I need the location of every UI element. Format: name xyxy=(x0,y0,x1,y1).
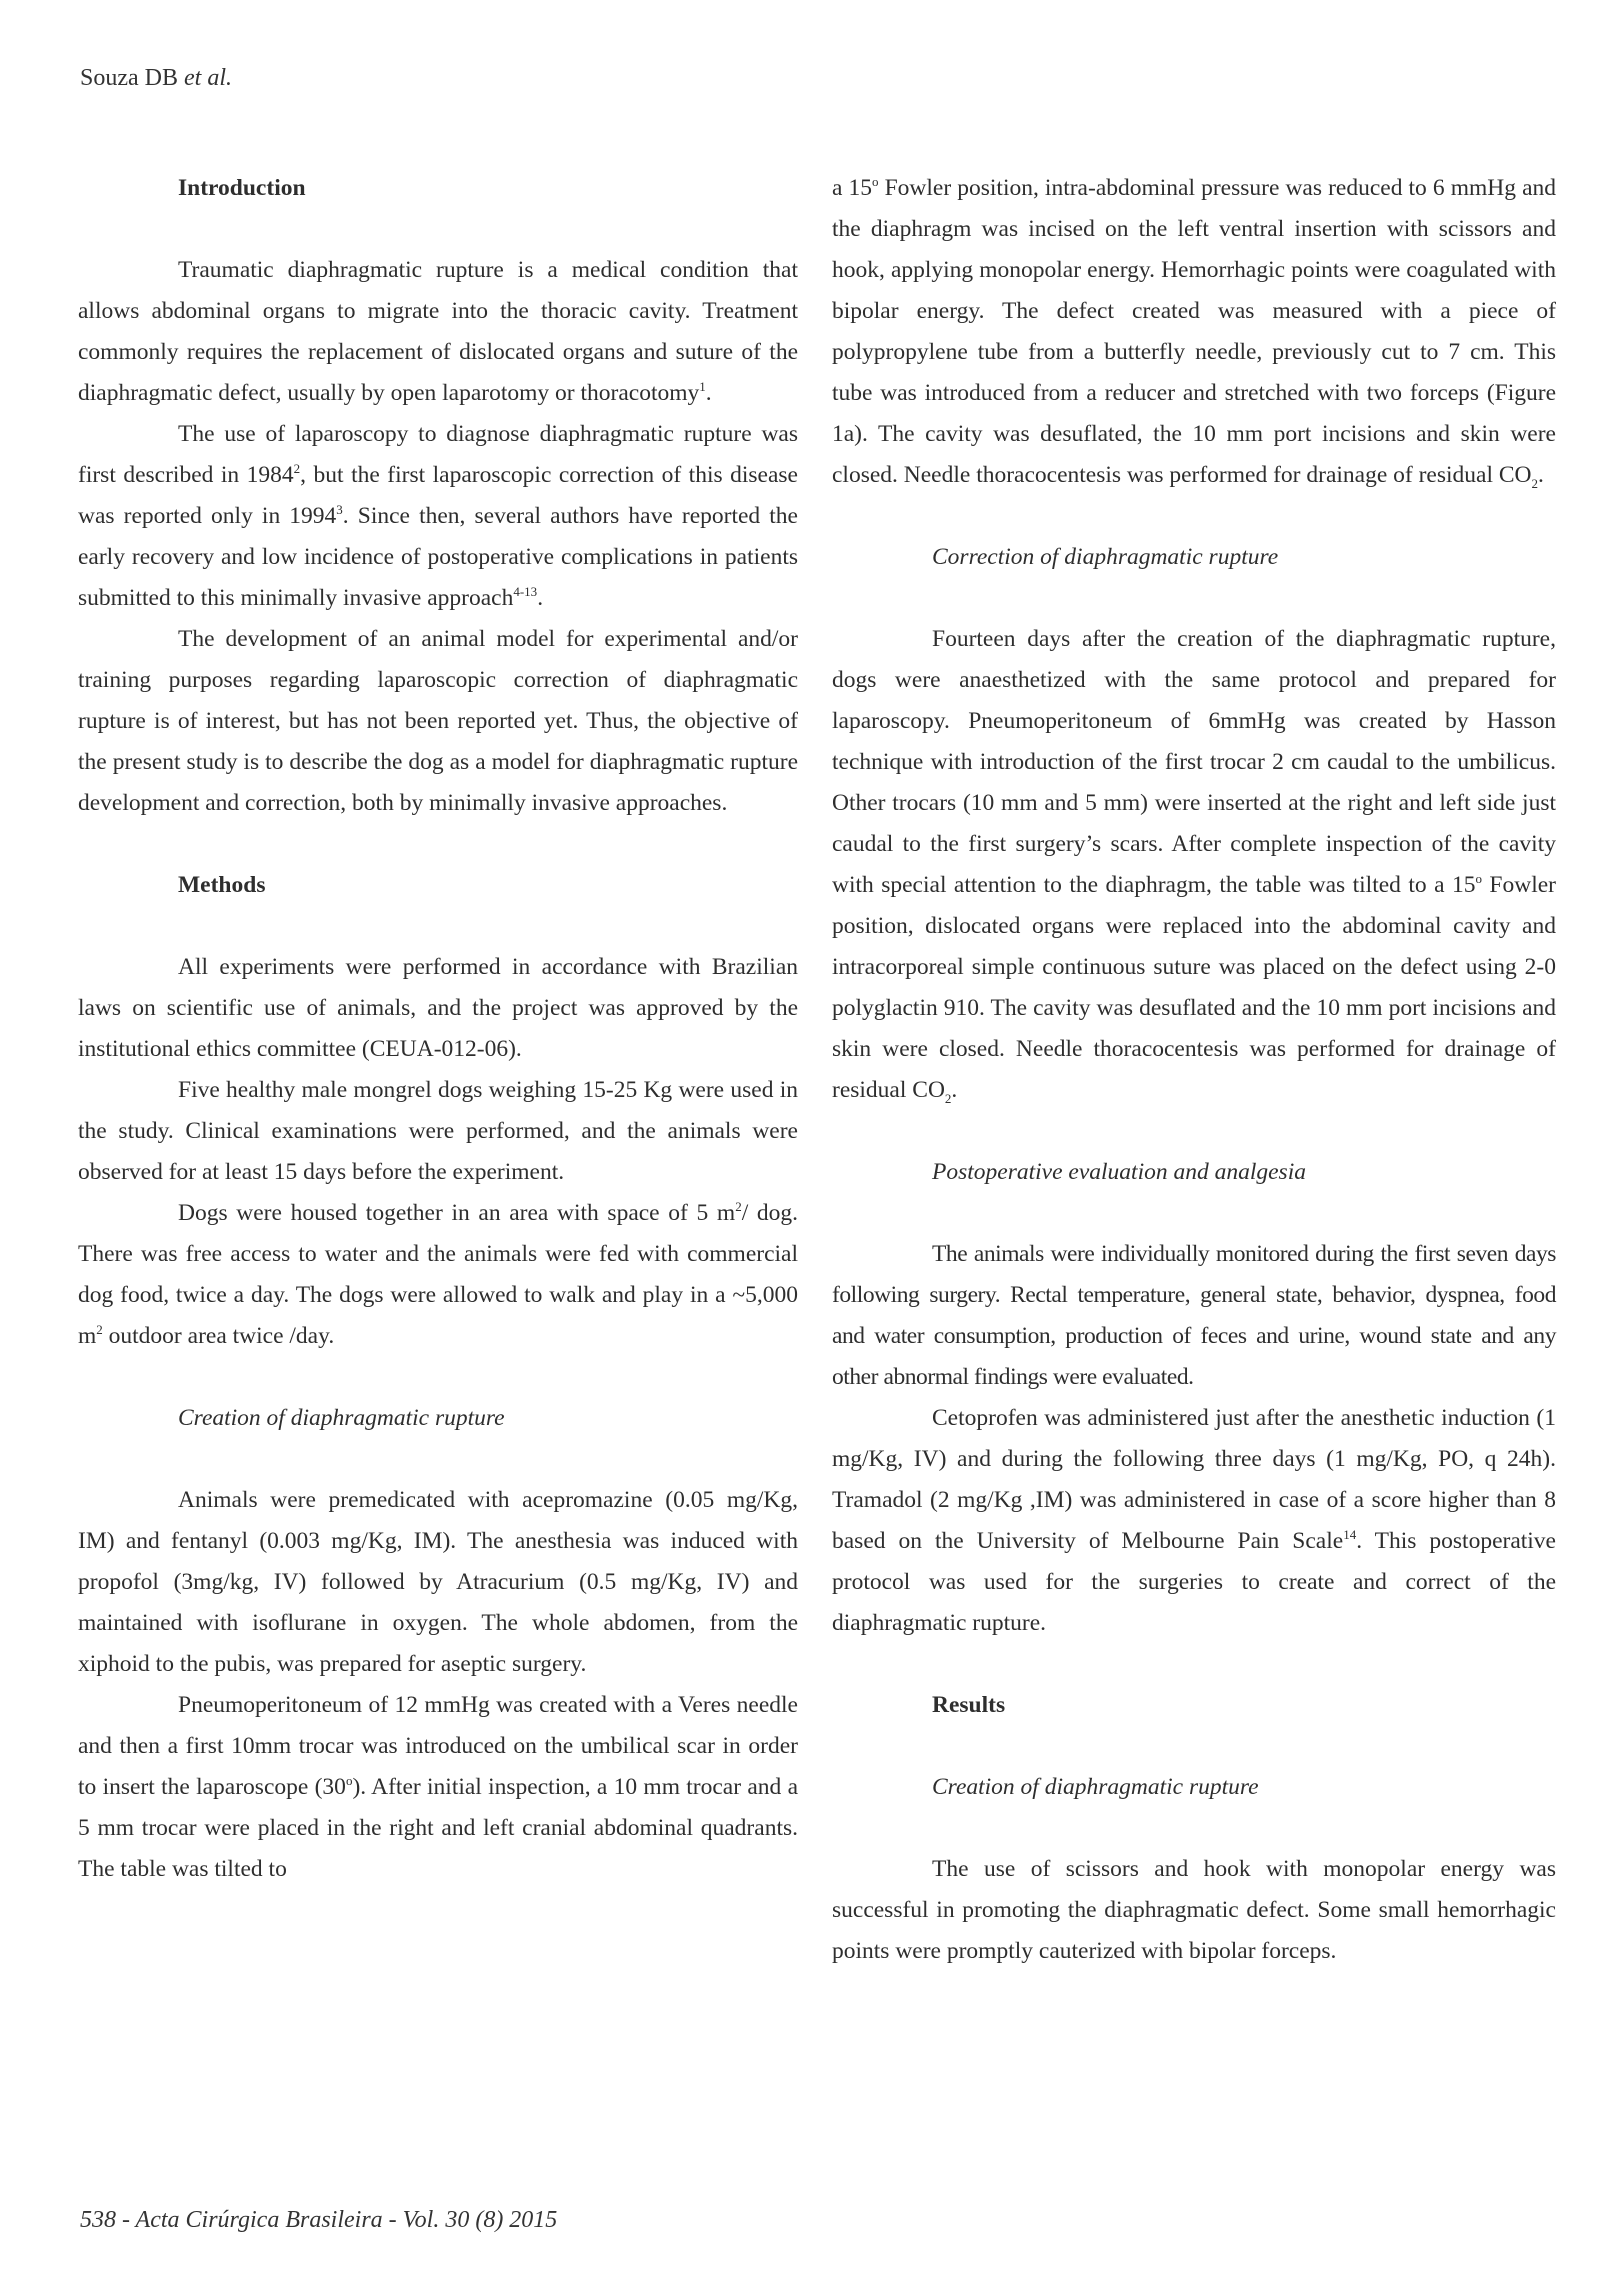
citation-ref: 4-13 xyxy=(513,584,538,599)
superscript: o xyxy=(872,174,879,189)
postop-paragraph-2-text-a: Cetoprofen was administered just after the anesthetic induction (1 mg/Kg, IV) and during the following three days (1 mg/Kg, PO, q 24h). Tramadol (2 mg/Kg ,IM) was administered in case of a score higher than 8 based on the University of Melbourne Pain Scale xyxy=(832,1405,1556,1554)
intro-paragraph-3: The development of an animal model for experimental and/or training purposes regarding laparoscopic correction of diaphragmatic rupture is of interest, but has not been reported yet. Thus, the objective of the present study is to describe the dog as a model for diaphragmatic rupture development and correction, both by minimally invasive approaches. xyxy=(78,626,798,816)
results-subheading: Creation of diaphragmatic rupture xyxy=(932,1774,1259,1800)
intro-paragraph-2 xyxy=(78,414,798,619)
methods-paragraph-2: Five healthy male mongrel dogs weighing 15-25 Kg were used in the study. Clinical examinations were performed, and the animals were observed for at least 15 days before the experiment. xyxy=(78,1077,798,1185)
intro-paragraph-1 xyxy=(78,250,798,414)
citation-ref: 2 xyxy=(293,461,301,476)
intro-paragraph-2-text-b: , but the first laparoscopic correction of this disease was reported only in 1994 xyxy=(78,462,798,529)
superscript: 2 xyxy=(735,1199,742,1214)
methods-paragraph-3-text-c: outdoor area twice /day. xyxy=(102,1323,335,1349)
punctuation: . xyxy=(951,1077,958,1103)
punctuation: . xyxy=(1538,462,1544,488)
intro-paragraph-2-text-c: . Since then, several authors have reported the early recovery and low incidence of postoperative complications in patients submitted to this minimally invasive approach xyxy=(78,503,798,611)
methods-paragraph-1: All experiments were performed in accordance with Brazilian laws on scientific use of animals, and the project was approved by the institutional ethics committee (CEUA-012-06). xyxy=(78,954,798,1062)
correction-subheading: Correction of diaphragmatic rupture xyxy=(932,544,1279,570)
citation-ref: 1 xyxy=(699,379,706,394)
methods-paragraph-3 xyxy=(78,1193,798,1357)
methods-paragraph-3-text-a: Dogs were housed together in an area with space of 5 m xyxy=(178,1200,736,1226)
citation-ref: 3 xyxy=(336,502,343,517)
creation-paragraph-1: Animals were premedicated with acepromazine (0.05 mg/Kg, IM) and fentanyl (0.003 mg/Kg, IM). The anesthesia was induced with propofol (3mg/kg, IV) followed by Atracurium (0.5 mg/Kg, IV) and maintained with isoflurane in oxygen. The whole abdomen, from the xiphoid to the pubis, was prepared for aseptic surgery. xyxy=(78,1487,798,1677)
superscript: 2 xyxy=(96,1322,103,1337)
citation-ref: 14 xyxy=(1343,1527,1357,1542)
right-column xyxy=(832,168,1556,1972)
punctuation: . xyxy=(537,585,544,611)
running-head-author: Souza DB xyxy=(80,65,178,91)
superscript: o xyxy=(1475,871,1482,886)
postop-paragraph-2 xyxy=(832,1398,1556,1644)
postop-paragraph-1: The animals were individually monitored during the first seven days following surgery. Rectal temperature, general state, behavior, dyspnea, food and water consumption, production of feces and urine, wound state and any other abnormal findings were evaluated. xyxy=(832,1241,1556,1390)
page-footer: 538 - Acta Cirúrgica Brasileira - Vol. 30 (8) 2015 xyxy=(80,2207,558,2233)
subscript: 2 xyxy=(944,1091,952,1106)
superscript: o xyxy=(345,1773,353,1788)
running-head-etal: et al. xyxy=(184,65,232,91)
continued-paragraph-text-b: Fowler position, intra-abdominal pressure was reduced to 6 mmHg and the diaphragm was incised on the left ventral insertion with scissors and hook, applying monopolar energy. Hemorrhagic points were coagulated with bipolar energy. The defect created was measured with a piece of polypropylene tube from a butterfly needle, previously cut to 7 cm. This tube was introduced from a reducer and stretched with two forceps (Figure 1a). The cavity was desuflated, the 10 mm port incisions and skin were closed. Needle thoracocentesis was performed for drainage of residual CO xyxy=(832,175,1556,488)
methods-heading: Methods xyxy=(178,872,266,898)
methods-paragraph-3-text-b: / dog. There was free access to water and the animals were fed with commercial dog food, twice a day. The dogs were allowed to walk and play in a ~5,000 m xyxy=(78,1200,798,1349)
creation-paragraph-2-text-a: Pneumoperitoneum of 12 mmHg was created with a Veres needle and then a first 10mm trocar was introduced on the umbilical scar in order to insert the laparoscope (30 xyxy=(78,1692,798,1800)
correction-paragraph-1-text-a: Fourteen days after the creation of the diaphragmatic rupture, dogs were anaesthetized with the same protocol and prepared for laparoscopy. Pneumoperitoneum of 6mmHg was created by Hasson technique with introduction of the first trocar 2 cm caudal to the umbilicus. Other trocars (10 mm and 5 mm) were inserted at the right and left side just caudal to the first surgery’s scars. After complete inspection of the cavity with special attention to the diaphragm, the table was tilted to a 15 xyxy=(832,626,1556,898)
results-heading: Results xyxy=(932,1692,1006,1718)
correction-paragraph-1 xyxy=(832,619,1556,1111)
postop-subheading: Postoperative evaluation and analgesia xyxy=(932,1159,1306,1185)
continued-paragraph-text-a: a 15 xyxy=(832,175,873,201)
continued-paragraph xyxy=(832,168,1556,496)
intro-paragraph-1-text: Traumatic diaphragmatic rupture is a medical condition that allows abdominal organs to migrate into the thoracic cavity. Treatment commonly requires the replacement of dislocated organs and suture of the diaphragmatic defect, usually by open laparotomy or thoracotomy xyxy=(78,257,798,406)
postop-paragraph-2-text-b: . This postoperative protocol was used for the surgeries to create and correct of the diaphragmatic rupture. xyxy=(832,1528,1556,1636)
creation-paragraph-2 xyxy=(78,1685,798,1890)
punctuation: . xyxy=(705,380,712,406)
intro-paragraph-2-text-a: The use of laparoscopy to diagnose diaphragmatic rupture was first described in 1984 xyxy=(78,421,798,488)
creation-paragraph-2-text-b: ). After initial inspection, a 10 mm trocar and a 5 mm trocar were placed in the right and left cranial abdominal quadrants. The table was tilted to xyxy=(78,1774,799,1882)
creation-subheading: Creation of diaphragmatic rupture xyxy=(178,1405,505,1431)
running-head xyxy=(80,62,232,94)
results-paragraph-1: The use of scissors and hook with monopolar energy was successful in promoting the diaphragmatic defect. Some small hemorrhagic points were promptly cauterized with bipolar forceps. xyxy=(832,1856,1556,1964)
correction-paragraph-1-text-b: Fowler position, dislocated organs were replaced into the abdominal cavity and intracorporeal simple continuous suture was placed on the defect using 2-0 polyglactin 910. The cavity was desuflated and the 10 mm port incisions and skin were closed. Needle thoracocentesis was performed for drainage of residual CO xyxy=(832,872,1556,1103)
subscript: 2 xyxy=(1531,476,1539,491)
introduction-heading: Introduction xyxy=(178,175,306,201)
left-column xyxy=(78,168,798,1890)
